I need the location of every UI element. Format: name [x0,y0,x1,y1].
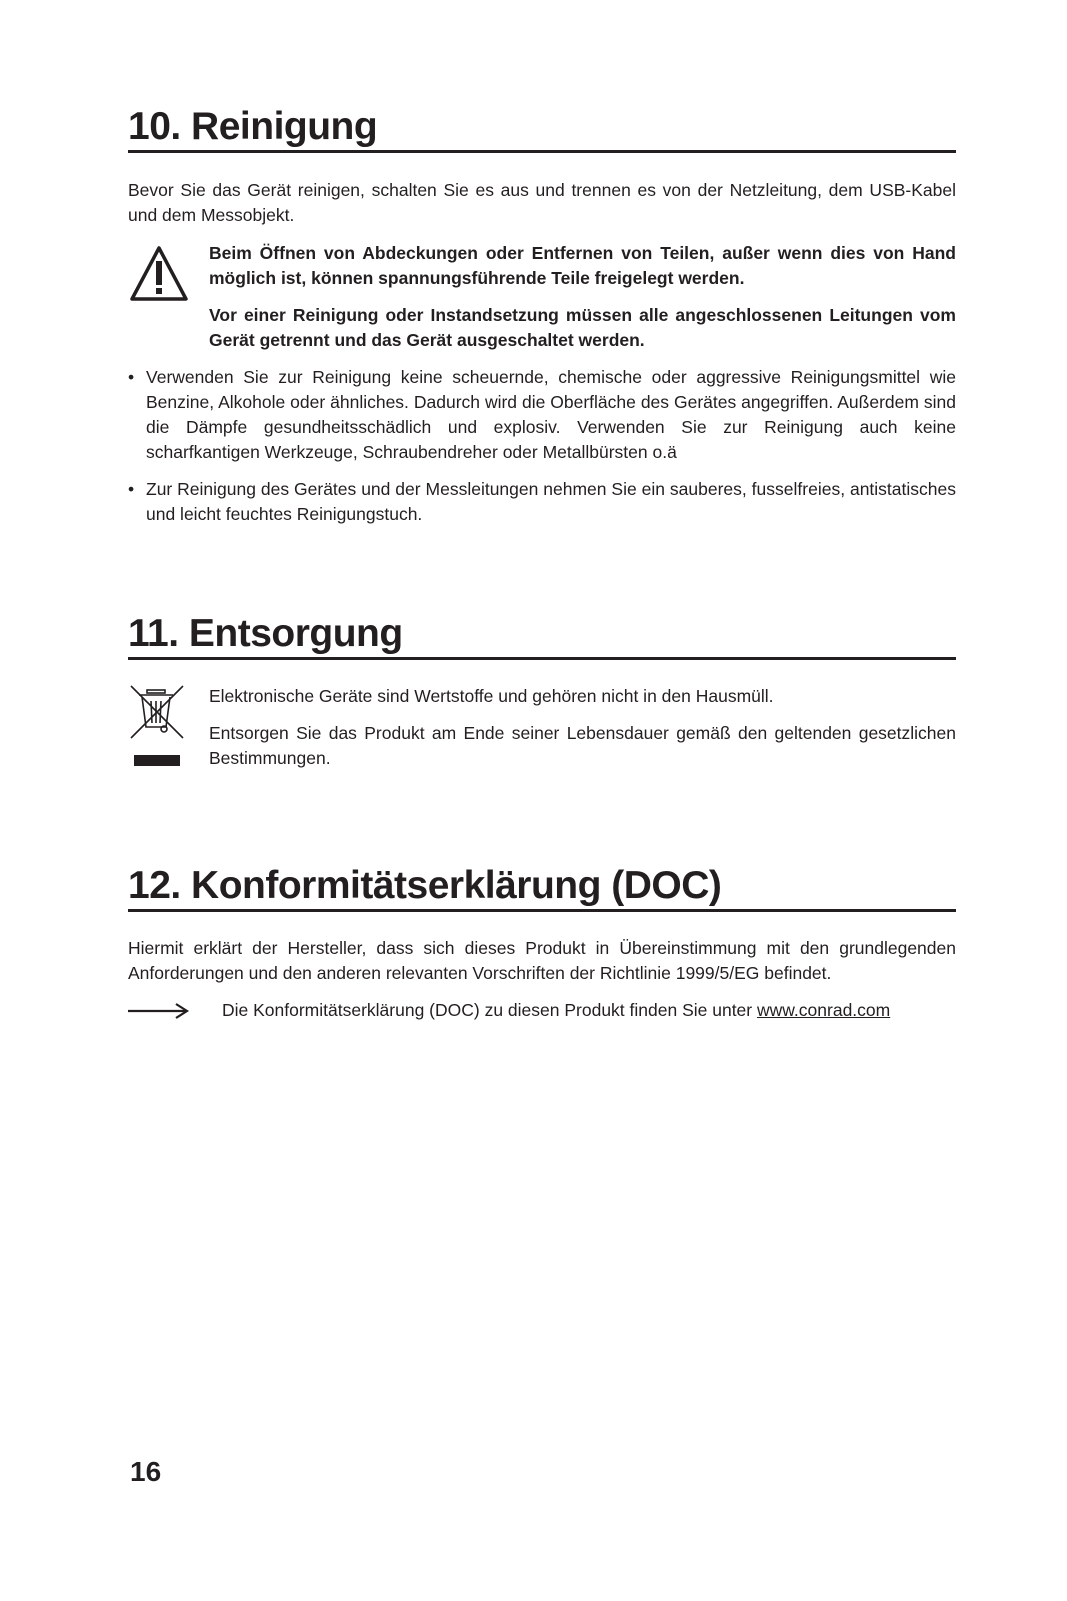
warning-text: Vor einer Reinigung oder Instandsetzung müssen alle angeschlossenen Leitungen vom Gerät getrennt und das Gerät ausgeschaltet werden. [209,305,956,350]
doc-sentence: Die Konformitätserklärung (DOC) zu diesen Produkt finden Sie unter [222,1000,757,1020]
disposal-text: Entsorgen Sie das Produkt am Ende seiner Lebensdauer gemäß den geltenden gesetzlichen Bestimmungen. [209,723,956,768]
doc-reference [128,998,956,1024]
intro-paragraph: Hiermit erklärt der Hersteller, dass sich dieses Produkt in Übereinstimmung mit den grundlegenden Anforderungen und den anderen relevanten Vorschriften der Richtlinie 1999/5/EG befindet. [128,938,956,983]
warning-text: Beim Öffnen von Abdeckungen oder Entfernen von Teilen, außer wenn dies von Hand möglich ist, können spannungsführende Teile freigelegt werden. [209,243,956,288]
disposal-block [128,684,956,771]
section-title: 10. Reinigung [128,104,956,153]
disposal-text: Elektronische Geräte sind Wertstoffe und gehören nicht in den Hausmüll. [209,686,774,706]
section-disposal [128,611,956,771]
list-item: • Zur Reinigung des Gerätes und der Messleitungen nehmen Sie ein sauberes, fusselfreies, antistatisches und leicht feuchtes Reinigungstuch. [128,477,956,527]
bullet-list [128,365,956,527]
section-conformity [128,863,956,1024]
doc-text [222,998,890,1023]
warning-block [128,241,956,353]
section-title: 11. Entsorgung [128,611,956,660]
warning-triangle-icon [128,244,190,304]
page-number: 16 [130,1456,162,1487]
list-item: • Verwenden Sie zur Reinigung keine scheuernde, chemische oder aggressive Reinigungsmittel wie Benzine, Alkohole oder ähnliches. Dadurch wird die Oberfläche des Gerätes angegriffen. Außerdem sind die Dämpfe gesundheitsschädlich und explosiv. Verwenden Sie zur Reinigung auch keine scharfkantigen Werkzeuge, Schraubendreher oder Metallbürsten o.ä [128,365,956,465]
section-cleaning [128,104,956,527]
conrad-link[interactable]: www.conrad.com [756,1000,891,1020]
crossed-out-bin-icon [128,683,186,769]
arrow-right-icon [128,1002,190,1020]
section-title: 12. Konformitätserklärung (DOC) [128,863,956,912]
intro-paragraph: Bevor Sie das Gerät reinigen, schalten Sie es aus und trennen es von der Netzleitung, dem USB-Kabel und dem Messobjekt. [128,180,956,225]
